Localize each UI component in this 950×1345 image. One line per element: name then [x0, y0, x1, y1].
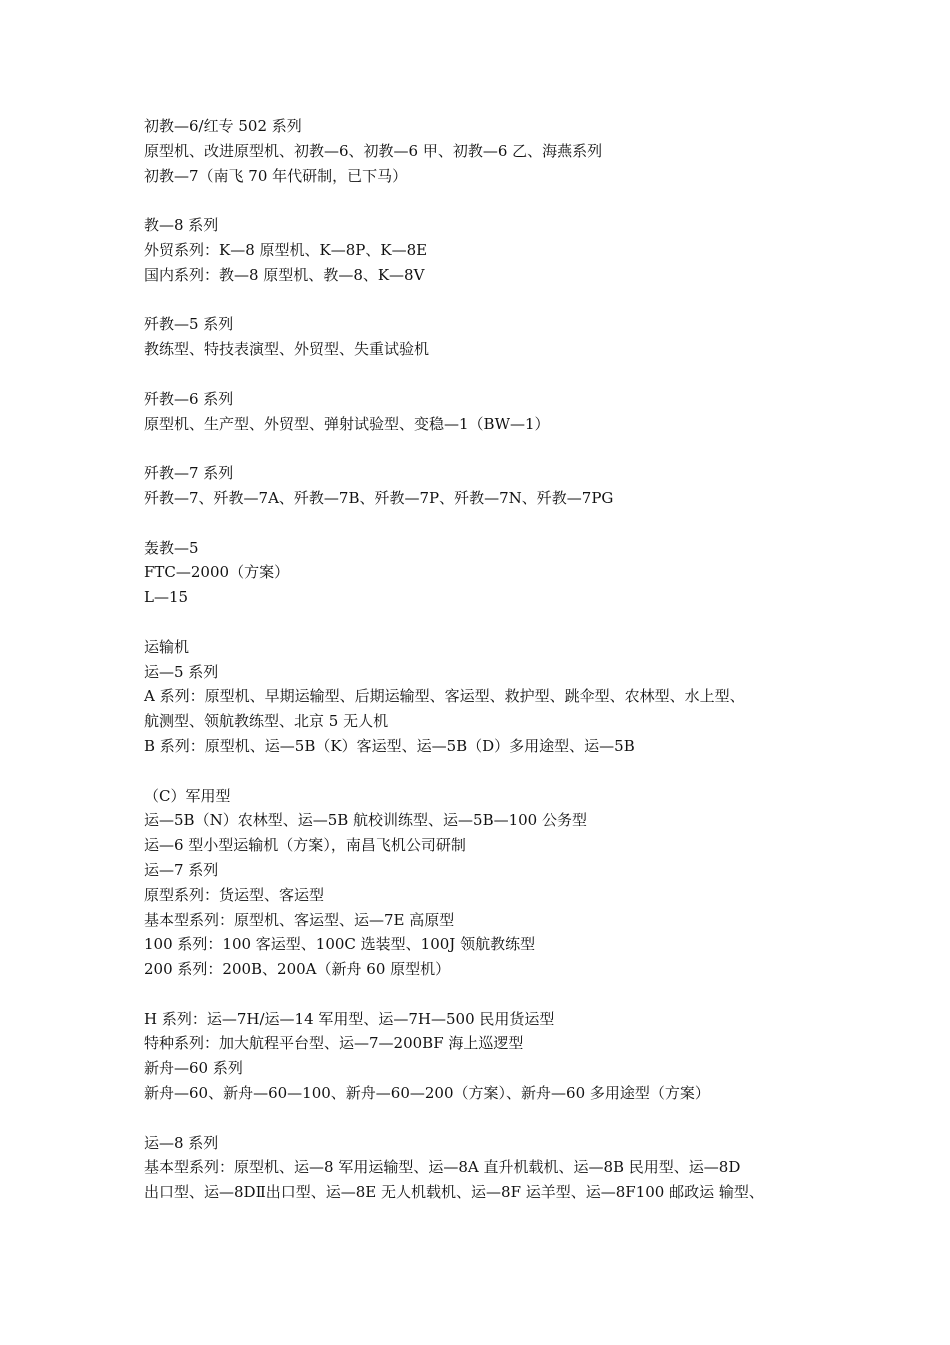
text-line: 歼教—7、歼教—7A、歼教—7B、歼教—7P、歼教—7N、歼教—7PG	[144, 488, 614, 507]
text-line: （C）军用型	[144, 786, 231, 805]
text-line: 初教—6/红专 502 系列	[144, 117, 302, 135]
document-body	[144, 114, 814, 1205]
text-line: 基本型系列：原型机、客运型、运—7E 高原型	[144, 910, 455, 929]
blank-line	[144, 1106, 814, 1131]
text-line: L—15	[144, 588, 189, 607]
blank-line	[144, 511, 814, 536]
text-line: 教—8 系列	[144, 216, 219, 235]
text-line: 新舟—60 系列	[144, 1059, 243, 1078]
text-line: 歼教—6 系列	[144, 389, 234, 408]
blank-line	[144, 288, 814, 313]
blank-line	[144, 610, 814, 635]
text-line: 航测型、领航教练型、北京 5 无人机	[144, 712, 389, 731]
text-line: B 系列：原型机、运—5B（K）客运型、运—5B（D）多用途型、运—5B	[144, 736, 635, 755]
text-line: 原型系列：货运型、客运型	[144, 885, 325, 904]
text-line: 原型机、改进原型机、初教—6、初教—6 甲、初教—6 乙、海燕系列	[144, 141, 603, 160]
text-line: 特种系列：加大航程平台型、运—7—200BF 海上巡逻型	[144, 1034, 524, 1053]
text-line: 100 系列：100 客运型、100C 选装型、100J 领航教练型	[144, 935, 536, 954]
text-line: 初教—7（南飞 70 年代研制，已下马）	[144, 166, 408, 185]
text-line: FTC—2000（方案）	[144, 563, 290, 582]
text-line: 歼教—7 系列	[144, 464, 234, 483]
text-line: 外贸系列：K—8 原型机、K—8P、K—8E	[144, 240, 428, 259]
text-line: 运—7 系列	[144, 860, 219, 879]
text-line: 出口型、运—8DⅡ出口型、运—8E 无人机载机、运—8F 运羊型、运—8F100 邮政运 输型、	[144, 1183, 764, 1202]
text-line: 运—8 系列	[144, 1133, 219, 1152]
text-line: 运输机	[144, 637, 190, 656]
text-line: 基本型系列：原型机、运—8 军用运输型、运—8A 直升机载机、运—8B 民用型、运—8D	[144, 1158, 741, 1177]
text-line: A 系列：原型机、早期运输型、后期运输型、客运型、救护型、跳伞型、农林型、水上型、	[144, 687, 745, 706]
blank-line	[144, 436, 814, 461]
text-line: 运—5 系列	[144, 662, 219, 681]
text-line: 国内系列：教—8 原型机、教—8、K—8V	[144, 265, 425, 284]
text-line: 运—5B（N）农林型、运—5B 航校训练型、运—5B—100 公务型	[144, 811, 587, 830]
text-line: 教练型、特技表演型、外贸型、失重试验机	[144, 340, 430, 359]
text-line: 200 系列：200B、200A（新舟 60 原型机）	[144, 960, 451, 979]
blank-line	[144, 759, 814, 784]
text-line: 轰教—5	[144, 538, 199, 557]
blank-line	[144, 982, 814, 1007]
blank-line	[144, 362, 814, 387]
blank-line	[144, 188, 814, 213]
text-line: H 系列：运—7H/运—14 军用型、运—7H—500 民用货运型	[144, 1009, 555, 1028]
text-line: 歼教—5 系列	[144, 315, 234, 334]
text-line: 新舟—60、新舟—60—100、新舟—60—200（方案）、新舟—60 多用途型（方案）	[144, 1084, 710, 1103]
text-line: 原型机、生产型、外贸型、弹射试验型、变稳—1（BW—1）	[144, 414, 550, 433]
text-line: 运—6 型小型运输机（方案），南昌飞机公司研制	[144, 836, 466, 855]
